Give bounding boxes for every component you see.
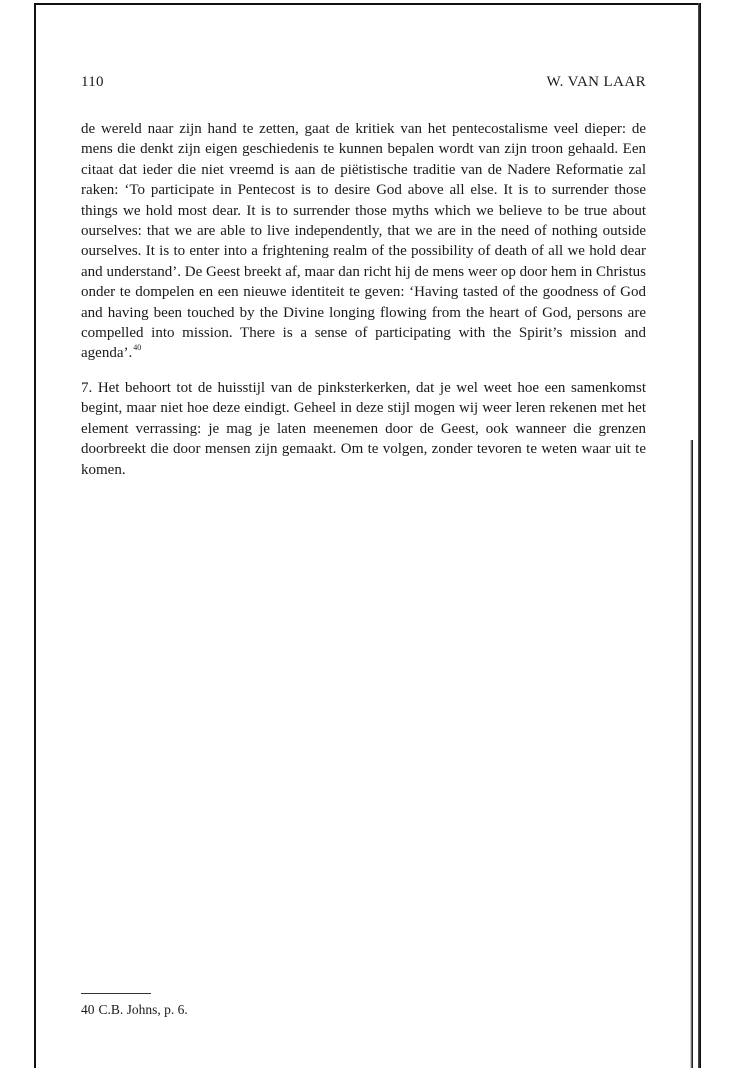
footnote-number: 40 bbox=[81, 1002, 95, 1017]
paragraph-2: 7. Het behoort tot de huisstijl van de pinksterkerken, dat je wel weet hoe een samenkomst begint, maar niet hoe deze eindigt. Geheel in deze stijl mogen wij weer leren rekenen met het element verrassing: je mag je laten meenemen door de Geest, ook wanneer die grenzen doorbreekt die door mensen zijn gemaakt. Om te volgen, zonder tevoren te weten waar uit te komen. bbox=[81, 379, 646, 478]
body-text bbox=[81, 119, 646, 480]
scan-edge-right bbox=[698, 3, 701, 1068]
footnote-text: C.B. Johns, p. 6. bbox=[98, 1002, 188, 1017]
scan-edge-left bbox=[34, 3, 36, 1068]
running-head bbox=[81, 74, 646, 94]
running-author: W. VAN LAAR bbox=[546, 74, 646, 90]
footnote-reference[interactable]: 40 bbox=[133, 343, 142, 353]
footnote bbox=[81, 1002, 188, 1018]
paragraph-1 bbox=[81, 119, 646, 364]
paragraph-1-text: de wereld naar zijn hand te zetten, gaat de kritiek van het pentecostalisme veel dieper: de mens die denkt zijn eigen geschiedenis te kunnen bepalen wordt van zijn troon gehaald. Een citaat dat ieder die niet vreemd is aan de piëtistische traditie van de Nadere Reformatie zal raken: ‘To participate in Pentecost is to desire God above all else. It is to surrender those things we hold most dear. It is to surrender those myths which we believe to be true about ourselves: that we are able to live independently, that we are in the need of nothing outside ourselves. It is to enter into a frightening realm of the possibility of death of all we hold dear and understand’. De Geest breekt af, maar dan richt hij de mens weer op door hem in Christus onder te dompelen en een nieuwe identiteit te geven: ‘Having tasted of the goodness of God and having been touched by the Divine longing flowing from the heart of God, persons are compelled into mission. There is a sense of participating with the Spirit’s mission and agenda’. bbox=[81, 121, 646, 362]
page-number: 110 bbox=[81, 74, 104, 90]
scan-edge-top bbox=[36, 3, 700, 5]
scan-edge-shadow bbox=[690, 440, 693, 1068]
footnote-divider bbox=[81, 993, 151, 994]
